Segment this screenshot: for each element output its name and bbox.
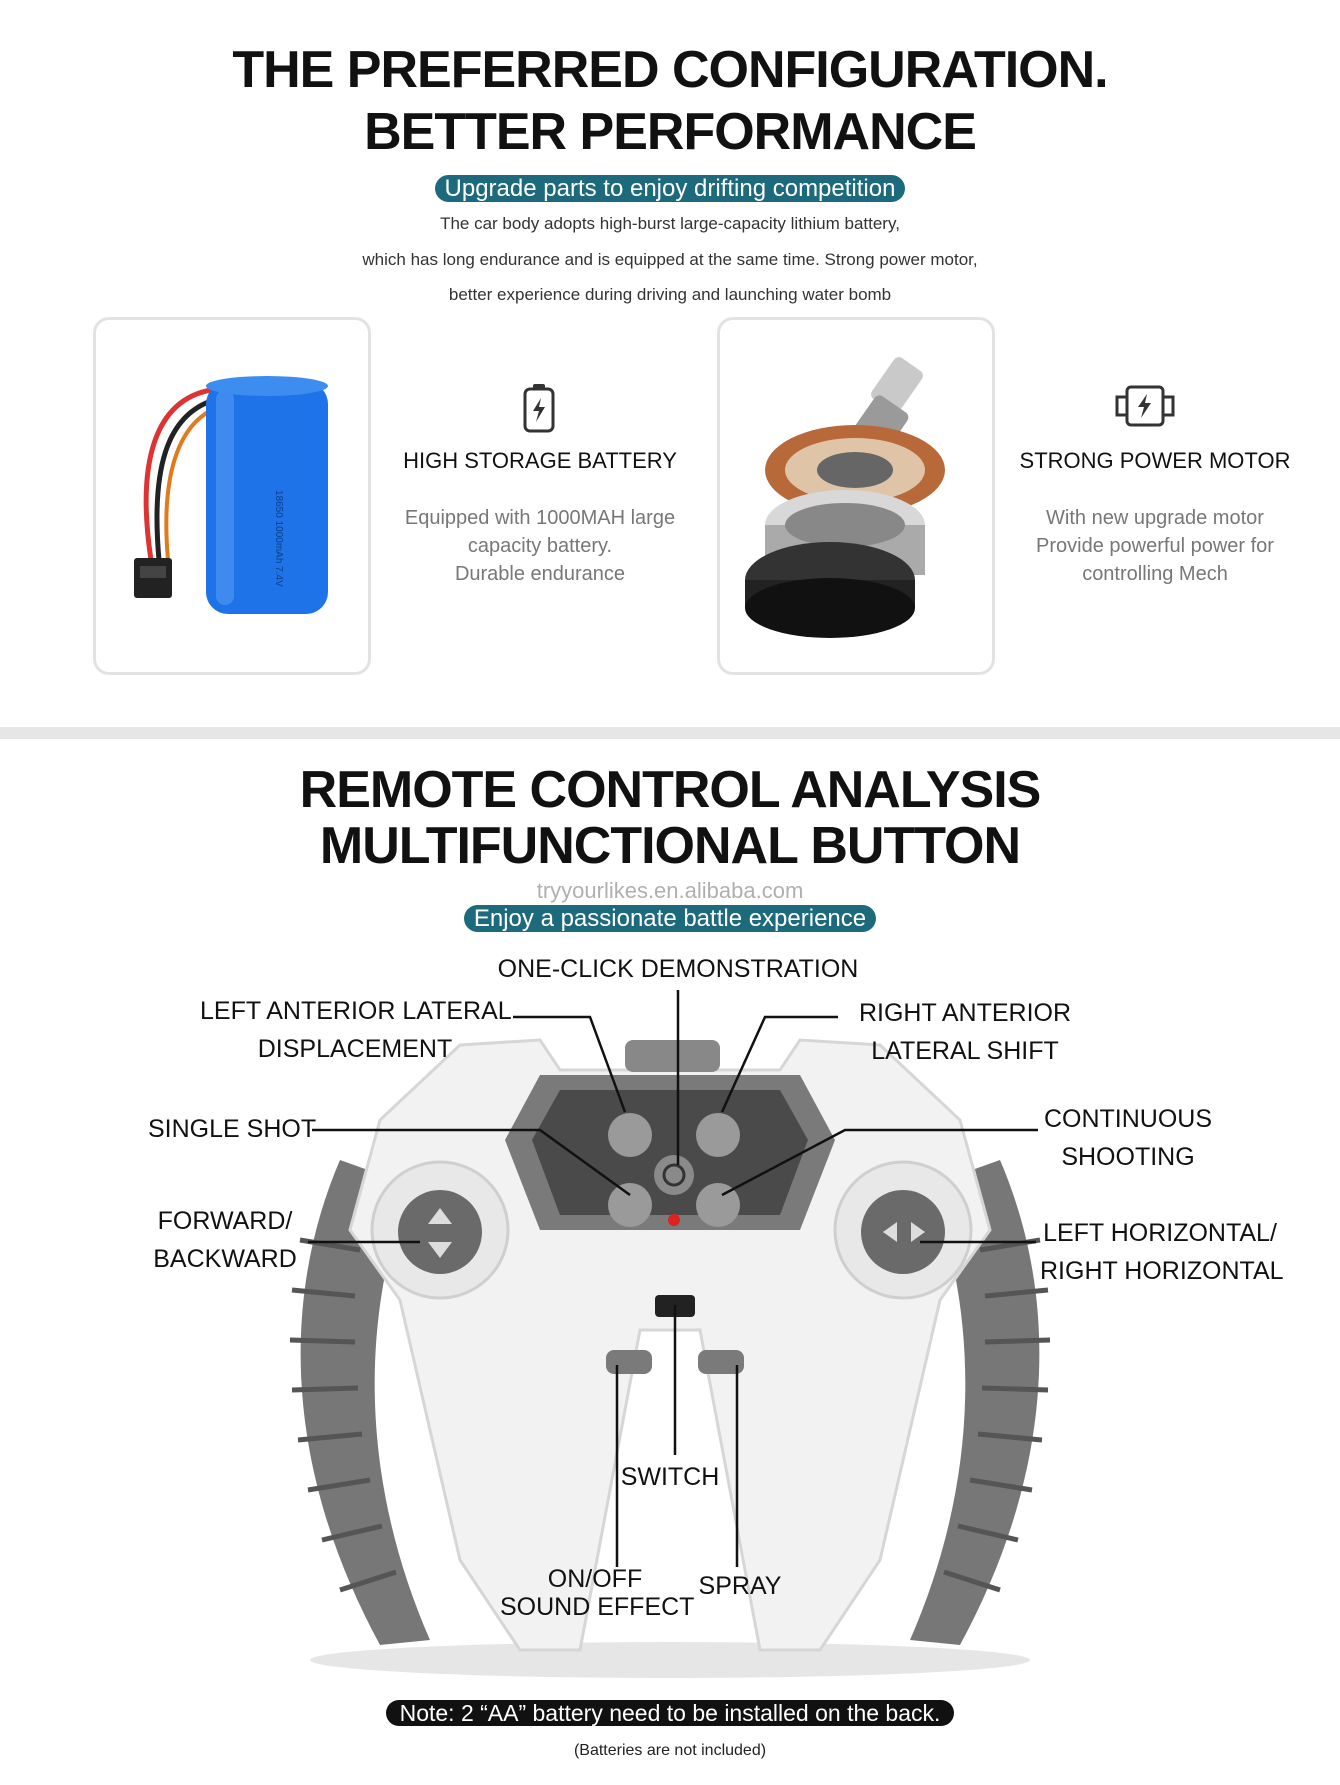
- section1-desc-2: which has long endurance and is equipped at the same time. Strong power motor,: [362, 250, 978, 269]
- label-spray: SPRAY: [698, 1572, 782, 1600]
- label-continuous-1: CONTINUOUS: [1043, 1105, 1213, 1133]
- label-right-anterior-1: RIGHT ANTERIOR: [858, 999, 1072, 1027]
- section2-title-line1: REMOTE CONTROL ANALYSIS: [299, 761, 1041, 819]
- section-divider: [0, 727, 1340, 739]
- label-onoff-2: SOUND EFFECT: [500, 1593, 695, 1621]
- section2-pill-wrap: [0, 902, 1340, 936]
- label-onoff-1: ON/OFF: [547, 1565, 643, 1593]
- section1-desc-3: better experience during driving and launching water bomb: [448, 285, 892, 304]
- battery-desc-2: capacity battery.: [467, 535, 613, 557]
- motor-desc-2: Provide powerful power for: [1036, 535, 1274, 557]
- motor-desc-3: controlling Mech: [1082, 563, 1228, 585]
- battery-image: [96, 320, 368, 672]
- note-wrap: [0, 1692, 1340, 1734]
- section2-pill: Enjoy a passionate battle experience: [464, 905, 876, 932]
- svg-text:18650 1000mAh 7.4V: 18650 1000mAh 7.4V: [273, 490, 284, 587]
- section1-desc-1: The car body adopts high-burst large-capacity lithium battery,: [440, 214, 900, 233]
- section1-title-line2: BETTER PERFORMANCE: [364, 103, 976, 161]
- battery-desc-1: Equipped with 1000MAH large: [404, 507, 676, 529]
- section1-pill-wrap: [0, 172, 1340, 206]
- section1-pill: Upgrade parts to enjoy drifting competition: [435, 175, 906, 202]
- battery-desc-3: Durable endurance: [454, 563, 626, 585]
- motor-desc-1: With new upgrade motor: [1046, 507, 1264, 529]
- battery-card: [93, 317, 371, 675]
- label-left-anterior-2: DISPLACEMENT: [257, 1035, 453, 1063]
- label-switch: SWITCH: [620, 1463, 720, 1491]
- battery-note-small: (Batteries are not included): [573, 1742, 767, 1759]
- label-continuous-2: SHOOTING: [1061, 1143, 1195, 1171]
- motor-icon: [1113, 383, 1177, 429]
- label-right-anterior-2: LATERAL SHIFT: [871, 1037, 1059, 1065]
- label-one-click-demonstration: ONE-CLICK DEMONSTRATION: [497, 955, 859, 983]
- watermark: tryyourlikes.en.alibaba.com: [536, 878, 804, 903]
- label-left-anterior-1: LEFT ANTERIOR LATERAL: [200, 997, 512, 1025]
- section2-title-line2: MULTIFUNCTIONAL BUTTON: [319, 817, 1021, 875]
- motor-title: STRONG POWER MOTOR: [1019, 448, 1291, 473]
- label-single-shot: SINGLE SHOT: [148, 1115, 317, 1143]
- label-horizontal-2: RIGHT HORIZONTAL: [1040, 1257, 1284, 1285]
- battery-icon: [521, 383, 557, 433]
- motor-card: [717, 317, 995, 675]
- label-horizontal-1: LEFT HORIZONTAL/: [1043, 1219, 1277, 1247]
- label-forward-1: FORWARD/: [157, 1207, 293, 1235]
- motor-image: [720, 320, 992, 672]
- battery-title: HIGH STORAGE BATTERY: [403, 448, 677, 473]
- section1-title-line1: THE PREFERRED CONFIGURATION.: [232, 41, 1108, 99]
- label-forward-2: BACKWARD: [153, 1245, 297, 1273]
- battery-note: Note: 2 “AA” battery need to be installed on the back.: [386, 1700, 955, 1726]
